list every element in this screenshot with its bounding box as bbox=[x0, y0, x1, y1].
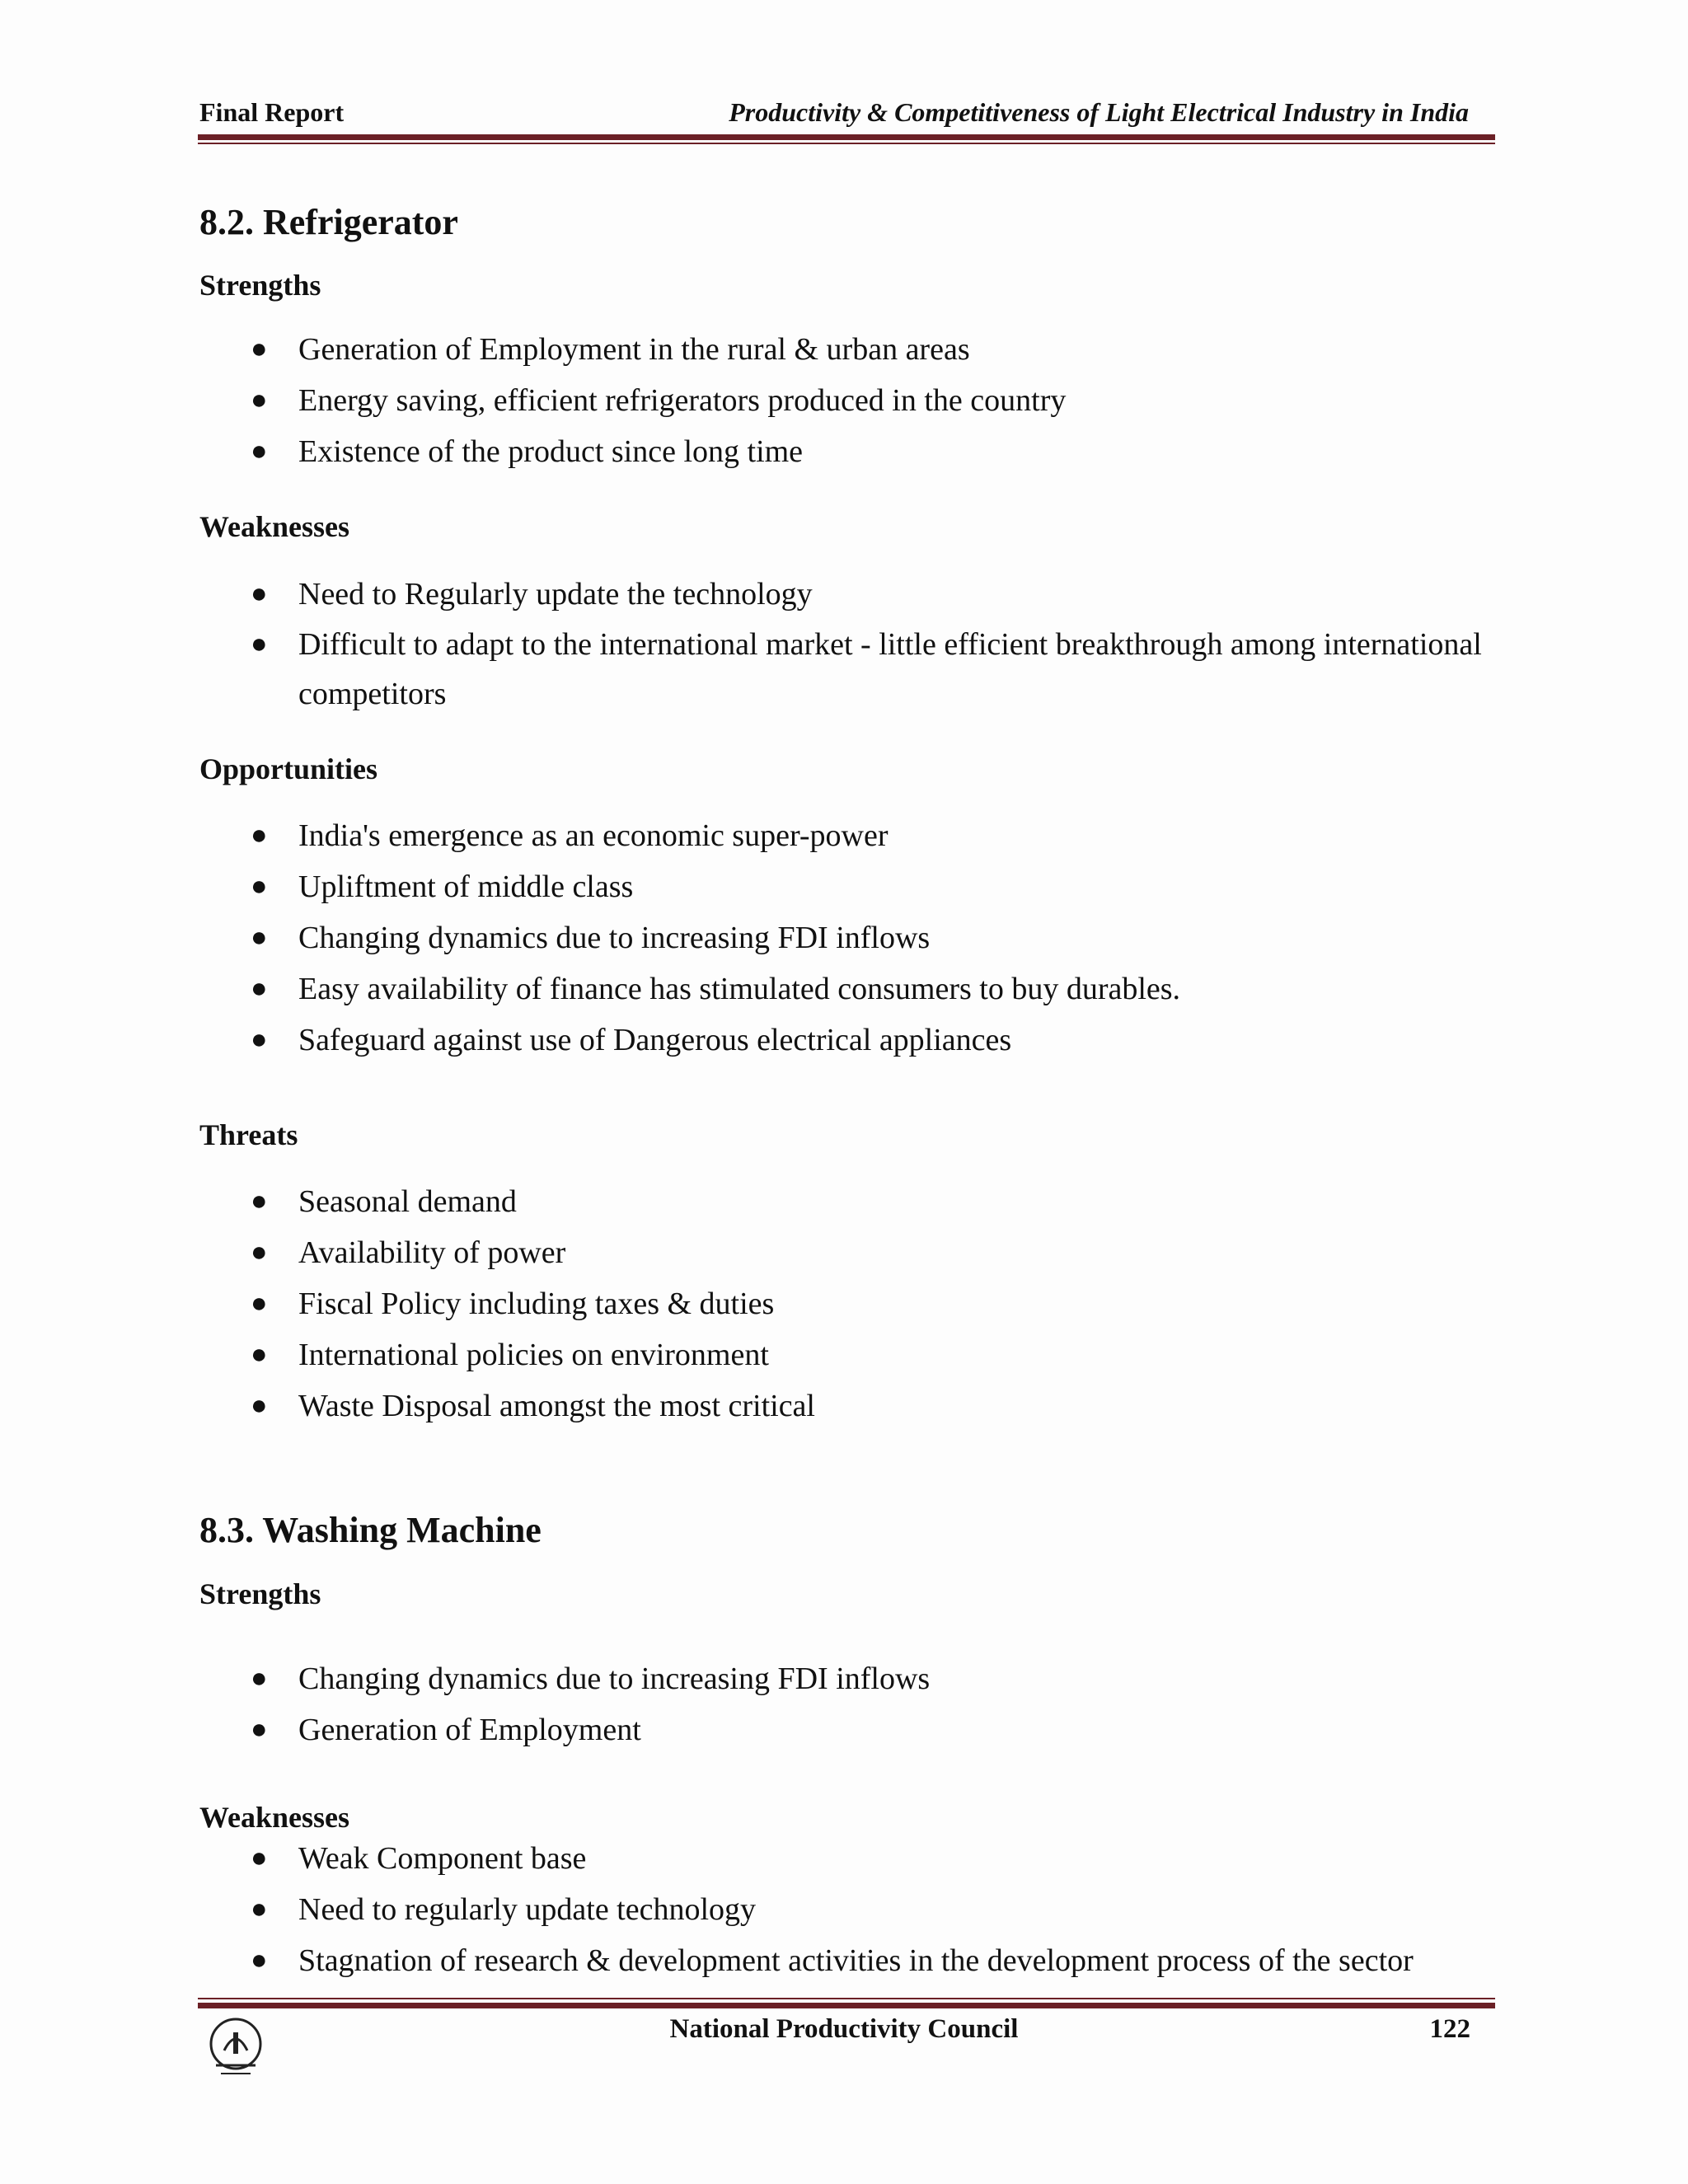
bullet-list bbox=[199, 569, 1601, 719]
list-item: ● Stagnation of research & development activities in the development process of the sector bbox=[199, 1935, 1414, 1986]
bullet-icon: ● bbox=[251, 1843, 268, 1873]
list-item: ● Difficult to adapt to the international market - little efficient breakthrough among international competitors bbox=[199, 620, 1601, 719]
list-item: ● India's emergence as an economic super-power bbox=[199, 810, 1180, 861]
bullet-icon: ● bbox=[251, 334, 268, 364]
bullet-icon: ● bbox=[251, 1288, 268, 1319]
bullet-icon: ● bbox=[251, 1663, 268, 1694]
list-item: ● Waste Disposal amongst the most critical bbox=[199, 1380, 815, 1432]
bullet-icon: ● bbox=[251, 1339, 268, 1370]
list-item: ● Weak Component base bbox=[199, 1833, 1414, 1884]
list-item: ● Need to Regularly update the technology bbox=[199, 569, 1601, 620]
footer-organization: National Productivity Council bbox=[669, 2014, 1019, 2044]
group-heading: Strengths bbox=[199, 1577, 321, 1610]
header-rule-thin bbox=[198, 143, 1495, 144]
group-heading: Threats bbox=[199, 1118, 298, 1151]
bullet-icon: ● bbox=[251, 629, 268, 659]
list-item: ● International policies on environment bbox=[199, 1329, 815, 1380]
list-item: ● Availability of power bbox=[199, 1227, 815, 1278]
header-right-title: Productivity & Competitiveness of Light Electrical Industry in India bbox=[729, 97, 1469, 127]
bullet-icon: ● bbox=[251, 436, 268, 466]
footer-rule-thin bbox=[198, 1998, 1495, 1999]
bullet-icon: ● bbox=[251, 973, 268, 1004]
bullet-icon: ● bbox=[251, 1186, 268, 1216]
header-rule-thick bbox=[198, 134, 1495, 140]
bullet-icon: ● bbox=[251, 1390, 268, 1421]
section-title: 8.3. Washing Machine bbox=[199, 1510, 542, 1550]
bullet-list bbox=[199, 1833, 1414, 1986]
list-item: ● Generation of Employment bbox=[199, 1704, 930, 1755]
group-heading: Weaknesses bbox=[199, 510, 350, 543]
list-item: ● Need to regularly update technology bbox=[199, 1884, 1414, 1935]
bullet-icon: ● bbox=[251, 385, 268, 415]
list-item: ● Seasonal demand bbox=[199, 1176, 815, 1227]
list-item: ● Upliftment of middle class bbox=[199, 861, 1180, 912]
bullet-icon: ● bbox=[251, 871, 268, 902]
bullet-icon: ● bbox=[251, 1945, 268, 1975]
bullet-icon: ● bbox=[251, 922, 268, 953]
list-item: ● Changing dynamics due to increasing FDI inflows bbox=[199, 912, 1180, 963]
bullet-icon: ● bbox=[251, 1237, 268, 1268]
header-left-title: Final Report bbox=[199, 97, 345, 127]
group-heading: Opportunities bbox=[199, 752, 378, 785]
bullet-icon: ● bbox=[251, 579, 268, 609]
bullet-list bbox=[199, 1653, 930, 1755]
footer-rule-thick bbox=[198, 2003, 1495, 2008]
group-heading: Strengths bbox=[199, 269, 321, 302]
list-item: ● Fiscal Policy including taxes & duties bbox=[199, 1278, 815, 1329]
page-number: 122 bbox=[1429, 2014, 1470, 2044]
list-item: ● Changing dynamics due to increasing FDI inflows bbox=[199, 1653, 930, 1704]
list-item: ● Generation of Employment in the rural & urban areas bbox=[199, 324, 1066, 375]
list-item: ● Existence of the product since long time bbox=[199, 426, 1066, 477]
bullet-icon: ● bbox=[251, 1894, 268, 1924]
bullet-icon: ● bbox=[251, 1714, 268, 1745]
list-item: ● Easy availability of finance has stimulated consumers to buy durables. bbox=[199, 963, 1180, 1015]
list-item: ● Safeguard against use of Dangerous electrical appliances bbox=[199, 1015, 1180, 1066]
bullet-icon: ● bbox=[251, 820, 268, 851]
bullet-icon: ● bbox=[251, 1024, 268, 1055]
group-heading: Weaknesses bbox=[199, 1801, 350, 1834]
section-title: 8.2. Refrigerator bbox=[199, 202, 458, 242]
bullet-list bbox=[199, 324, 1066, 477]
bullet-list bbox=[199, 1176, 815, 1432]
list-item: ● Energy saving, efficient refrigerators produced in the country bbox=[199, 375, 1066, 426]
bullet-list bbox=[199, 810, 1180, 1066]
